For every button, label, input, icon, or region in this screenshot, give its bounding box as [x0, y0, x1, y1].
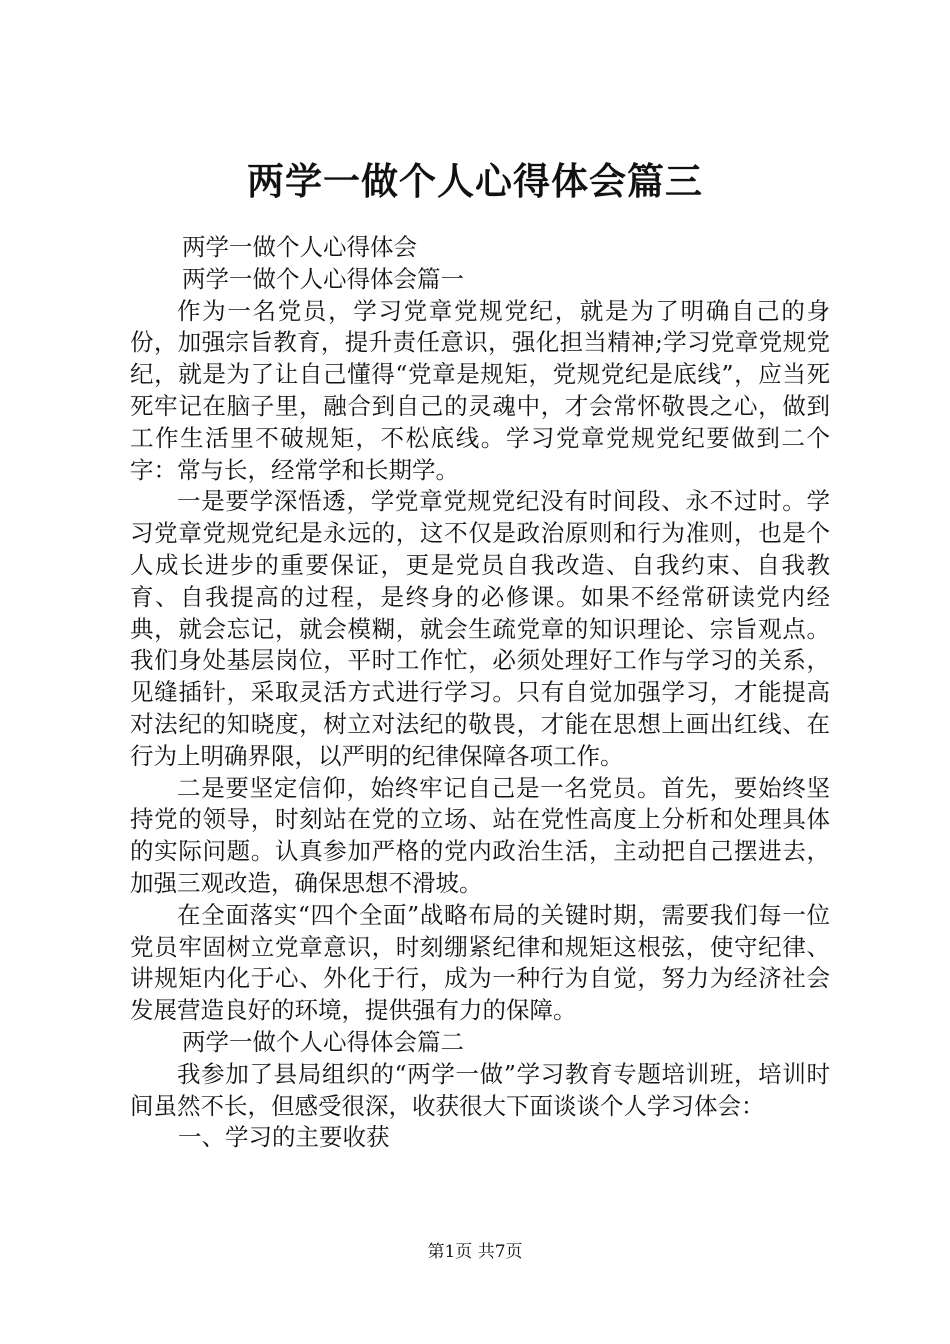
body-paragraph: 作为一名党员，学习党章党规党纪，就是为了明确自己的身份，加强宗旨教育，提升责任意识，强化担当精神;学习党章党规党纪，就是为了让自己懂得“党章是规矩，党规党纪是底线”，应当死死牢记在脑子里，融合到自己的灵魂中，才会常怀敬畏之心，做到工作生活里不破规矩，不松底线。学习党章党规党纪要做到二个字：常与长，经常学和长期学。	[130, 296, 830, 484]
document-title: 两学一做个人心得体会篇三	[247, 159, 703, 203]
page-number-footer: 第1页 共7页	[427, 1242, 523, 1262]
body-paragraph: 一是要学深悟透，学党章党规党纪没有时间段、永不过时。学习党章党规党纪是永远的，这不仅是政治原则和行为准则，也是个人成长进步的重要保证，更是党员自我改造、自我约束、自我教育、自我提高的过程，是终身的必修课。如果不经常研读党内经典，就会忘记，就会模糊，就会生疏党章的知识理论、宗旨观点。我们身处基层岗位，平时工作忙，必须处理好工作与学习的关系，见缝插针，采取灵活方式进行学习。只有自觉加强学习，才能提高对法纪的知晓度，树立对法纪的敬畏，才能在思想上画出红线、在行为上明确界限，以严明的纪律保障各项工作。	[130, 487, 830, 770]
section-heading: 两学一做个人心得体会篇一	[182, 264, 464, 293]
section-heading: 两学一做个人心得体会	[182, 233, 417, 261]
body-paragraph: 我参加了县局组织的“两学一做”学习教育专题培训班，培训时间虽然不长，但感受很深，收获很大下面谈谈个人学习体会：	[130, 1059, 830, 1120]
subsection-heading: 一、学习的主要收获	[178, 1123, 390, 1152]
section-heading: 两学一做个人心得体会篇二	[182, 1027, 464, 1056]
body-paragraph: 二是要坚定信仰，始终牢记自己是一名党员。首先，要始终坚持党的领导，时刻站在党的立场、站在党性高度上分析和处理具体的实际问题。认真参加严格的党内政治生活，主动把自己摆进去，加强三观改造，确保思想不滑坡。	[130, 773, 830, 897]
body-paragraph: 在全面落实“四个全面”战略布局的关键时期，需要我们每一位党员牢固树立党章意识，时刻绷紧纪律和规矩这根弦，使守纪律、讲规矩内化于心、外化于行，成为一种行为自觉，努力为经济社会发展营造良好的环境，提供强有力的保障。	[130, 900, 830, 1025]
document-body	[130, 232, 830, 1154]
